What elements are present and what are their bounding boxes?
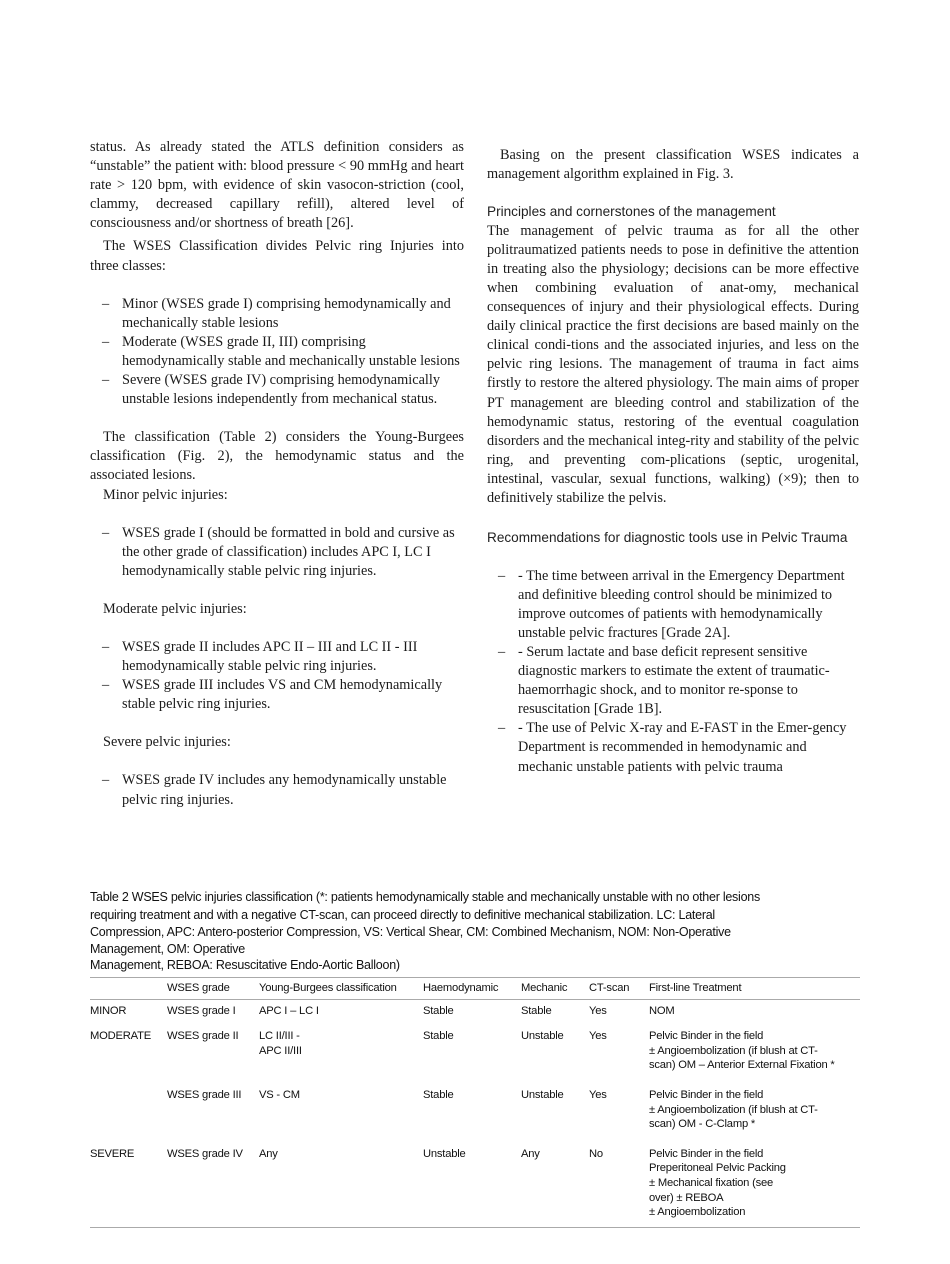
left-column <box>90 138 464 810</box>
dash-bullet: – <box>102 638 110 655</box>
dash-bullet: – <box>102 677 110 694</box>
column-header: Young-Burgees classification <box>259 982 397 994</box>
paragraph-classification-intro: The WSES Classification divides Pelvic ring Injuries into three classes: <box>90 238 464 274</box>
table-cell: WSES grade I <box>167 1004 236 1017</box>
table-row <box>90 1084 860 1143</box>
table-cell: Any <box>521 1147 540 1160</box>
dash-bullet: – <box>102 333 110 350</box>
table-cell: Pelvic Binder in the field ± Angioembolization (if blush at CT- scan) OM – Anterior External Fixation * <box>649 1030 835 1072</box>
caption-line: Management, REBOA: Resuscitative Endo-Aortic Balloon) <box>90 957 400 972</box>
section-heading-recommendations: Recommendations for diagnostic tools use in Pelvic Trauma <box>487 530 848 546</box>
section-heading-principles: Principles and cornerstones of the management <box>487 204 776 220</box>
list-item: – Moderate (WSES grade II, III) comprising hemodynamically stable and mechanically unstable lesions <box>102 333 460 369</box>
list-item: – - Serum lactate and base deficit represent sensitive diagnostic markers to estimate the extent of traumatic-haemorrhagic shock, and to monitor re-sponse to resuscitation [Grade 1B]. <box>498 643 830 718</box>
table-cell: NOM <box>649 1004 675 1017</box>
table-cell: APC I – LC I <box>259 1004 319 1017</box>
classification-table-wrapper <box>90 977 860 1228</box>
dash-bullet: – <box>498 720 506 737</box>
paragraph-table-ref: The classification (Table 2) considers the Young-Burgees classification (Fig. 2), the hemodynamic status and the associated lesions. <box>90 429 464 484</box>
table-cell: Stable <box>423 1088 454 1101</box>
minor-title: Minor pelvic injuries: <box>103 486 228 503</box>
table-cell: Stable <box>423 1004 454 1017</box>
list-item: – WSES grade IV includes any hemodynamically unstable pelvic ring injuries. <box>102 772 447 808</box>
column-header: WSES grade <box>167 982 230 994</box>
dash-bullet: – <box>102 772 110 789</box>
list-item: – Minor (WSES grade I) comprising hemodynamically and mechanically stable lesions <box>102 295 451 331</box>
column-header <box>90 978 167 1000</box>
list-item: – WSES grade I (should be formatted in bold and cursive as the other grade of classification) includes APC I, LC I hemodynamically stable pelvic ring injuries. <box>102 524 455 579</box>
dash-bullet: – <box>498 643 506 660</box>
paragraph-atls: status. As already stated the ATLS definition considers as “unstable” the patient with: blood pressure < 90 mmHg and heart rate > 120 bpm, with evidence of skin vasocon-striction (cool, clammy, decreased capillary refill), altered level of consciousness and/or shortness of breath [26]. <box>90 139 464 232</box>
moderate-title: Moderate pelvic injuries: <box>103 600 247 617</box>
table-cell: Yes <box>589 1030 607 1043</box>
recommendations-list <box>487 567 859 777</box>
column-header: Haemodynamic <box>423 982 499 994</box>
caption-line: requiring treatment and with a negative CT-scan, can proceed directly to definitive mechanical stabilization. LC: Lateral <box>90 907 715 922</box>
table-row <box>90 1143 860 1227</box>
table-cell: Any <box>259 1147 278 1160</box>
right-column <box>487 146 859 777</box>
table-cell: WSES grade IV <box>167 1147 243 1160</box>
list-item: – - The time between arrival in the Emergency Department and definitive bleeding control should be minimized to improve outcomes of patients with hemodynamically unstable pelvic fractures [Grade 2A]. <box>498 567 845 641</box>
minor-list <box>90 524 464 581</box>
table-row <box>90 1025 860 1084</box>
dash-bullet: – <box>102 372 110 389</box>
table-cell <box>90 1084 167 1143</box>
moderate-list <box>90 638 464 714</box>
list-item: – WSES grade III includes VS and CM hemodynamically stable pelvic ring injuries. <box>102 677 443 713</box>
classes-list <box>90 295 464 410</box>
table-cell: Stable <box>423 1030 454 1043</box>
column-header: CT-scan <box>589 982 630 994</box>
table-header-row <box>90 978 860 1000</box>
severe-title: Severe pelvic injuries: <box>103 734 231 751</box>
table-cell: MINOR <box>90 1004 127 1017</box>
table-cell: WSES grade II <box>167 1030 239 1043</box>
severe-list <box>90 771 464 809</box>
caption-line: Management, OM: Operative <box>90 941 245 956</box>
column-header: Mechanic <box>521 982 568 994</box>
table-cell: Stable <box>521 1004 552 1017</box>
table-row <box>90 999 860 1025</box>
table-cell: Yes <box>589 1088 607 1101</box>
table-cell: No <box>589 1147 603 1160</box>
caption-line: Table 2 WSES pelvic injuries classification (*: patients hemodynamically stable and mechanically unstable with no other lesions <box>90 890 760 904</box>
dash-bullet: – <box>102 295 110 312</box>
table-cell: Yes <box>589 1004 607 1017</box>
table-cell: LC II/III - APC II/III <box>259 1030 302 1057</box>
table-cell: Unstable <box>521 1088 564 1101</box>
classification-table <box>90 977 860 1228</box>
table-cell: Unstable <box>423 1147 466 1160</box>
dash-bullet: – <box>102 524 110 541</box>
table-cell: Pelvic Binder in the field ± Angioembolization (if blush at CT- scan) OM - C-Clamp * <box>649 1088 818 1131</box>
table-cell: VS - CM <box>259 1088 300 1101</box>
table-cell: MODERATE <box>90 1030 151 1043</box>
list-item: – Severe (WSES grade IV) comprising hemodynamically unstable lesions independently from mechanical status. <box>102 372 441 408</box>
list-item: – WSES grade II includes APC II – III and LC II - III hemodynamically stable pelvic ring injuries. <box>102 638 418 675</box>
dash-bullet: – <box>498 567 506 584</box>
table-cell: Pelvic Binder in the field Preperitoneal Pelvic Packing ± Mechanical fixation (see over) ± REBOA ± Angioembolization <box>649 1147 786 1219</box>
table-caption <box>90 889 860 974</box>
table-cell: SEVERE <box>90 1147 135 1160</box>
paragraph-management: The management of pelvic trauma as for all the other politraumatized patients needs to pose in definitive the attention in treating also the physiology; decisions can be more effective when combining evaluation of anat-omy, mechanical consequences of injury and their physiological effects. During daily clinical practice the first decisions are based mainly on the clinical condi-tions and the associated injuries, and less on the pelvic ring lesions. The management of trauma in fact aims firstly to restore the altered physiology. The main aims of proper PT management are bleeding control and stabilization of the hemodynamic status, restoring of the eventual coagulation disorders and the mechanical integ-rity and stability of the pelvic ring, and preventing com-plications (septic, urogenital, intestinal, vascular, sexual functions, walking) (×9); then to definitively stabilize the pelvis. <box>487 222 859 506</box>
paragraph-algorithm: Basing on the present classification WSES indicates a management algorithm explained in Fig. 3. <box>487 147 859 183</box>
list-item: – - The use of Pelvic X-ray and E-FAST in the Emer-gency Department is recommended in hemodynamic and mechanic unstable patients with pelvic trauma <box>498 720 847 775</box>
caption-line: Compression, APC: Antero-posterior Compression, VS: Vertical Shear, CM: Combined Mechanism, NOM: Non-Operative <box>90 925 731 940</box>
table-cell: WSES grade III <box>167 1088 242 1101</box>
table-cell: Unstable <box>521 1030 564 1043</box>
column-header: First-line Treatment <box>649 982 742 994</box>
